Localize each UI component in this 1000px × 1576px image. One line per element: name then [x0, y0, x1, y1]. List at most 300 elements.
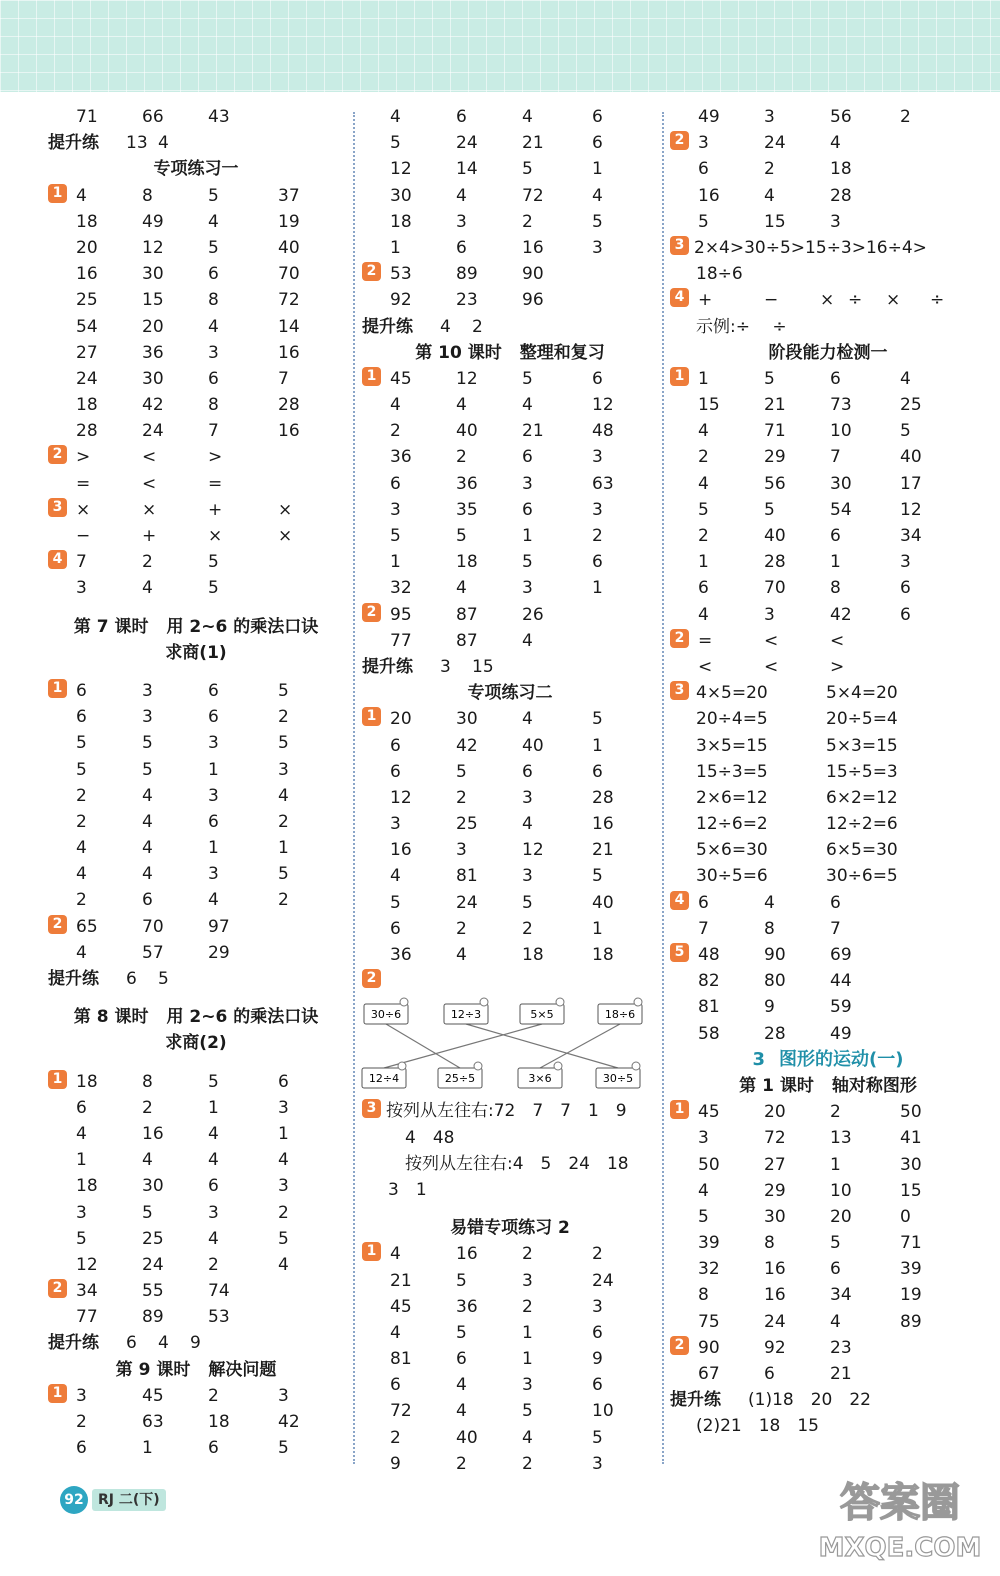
answer-value: 16: [764, 1259, 786, 1280]
answer-value: 6: [390, 735, 401, 756]
answer-value: 24: [764, 133, 786, 154]
answer-value: 4: [142, 811, 153, 832]
answer-row: [668, 759, 988, 785]
answer-value: 1: [278, 1123, 289, 1144]
answer-value: 10: [830, 421, 852, 442]
answer-value: 24: [764, 1311, 786, 1332]
answer-value: 3: [522, 1375, 533, 1396]
answer-value: 12: [76, 1254, 98, 1275]
answer-value: 39: [900, 1259, 922, 1280]
answer-row: [46, 314, 346, 340]
answer-value: 4: [456, 395, 467, 416]
answer-value: 4: [76, 864, 87, 885]
answer-value: 12: [522, 840, 544, 861]
answer-value: <: [830, 630, 845, 651]
question-number-badge: 4: [670, 891, 689, 910]
answer-value: 16: [278, 421, 300, 442]
matching-line: [540, 1024, 620, 1068]
page-number: 92: [60, 1486, 88, 1514]
answer-value: 6: [830, 526, 841, 546]
answer-value: 6: [830, 368, 841, 389]
answer-value: >: [76, 447, 91, 468]
question-number-badge: 1: [48, 679, 67, 698]
answer-value: 4: [764, 185, 775, 206]
answer-value: 36: [142, 342, 164, 363]
answer-value: 71: [76, 107, 98, 127]
answer-value: 6: [208, 811, 219, 832]
answer-value: =: [76, 473, 91, 494]
answer-value: 5: [278, 1228, 289, 1249]
answer-value: 3: [764, 604, 775, 625]
answer-value: 2: [390, 421, 401, 442]
answer-value: 30: [142, 264, 164, 285]
answer-value: 30: [830, 473, 852, 494]
answer-row: [46, 835, 346, 861]
answer-value: 4: [390, 1244, 401, 1265]
answer-row: [668, 1256, 988, 1282]
equation: 30÷6=5: [826, 866, 898, 887]
answer-value: 8: [764, 1233, 775, 1254]
answer-value: 96: [522, 290, 544, 311]
answer-value: −: [76, 526, 91, 546]
expression-box-bottom: [362, 1062, 406, 1088]
answer-value: 92: [390, 290, 412, 311]
answer-value: 6: [900, 604, 911, 625]
expression-label: 18÷6: [604, 1008, 636, 1022]
answer-value: 89: [456, 264, 478, 285]
answer-value: ×: [820, 290, 835, 311]
answer-row: [360, 497, 660, 523]
answer-value: 40: [592, 892, 614, 913]
answer-value: ÷: [848, 290, 863, 311]
answer-value: 2: [76, 811, 87, 832]
answer-value: 2: [698, 526, 709, 546]
answer-row: [46, 914, 346, 940]
answer-value: 2: [142, 1097, 153, 1118]
answer-value: 19: [900, 1285, 922, 1306]
answer-value: 3: [522, 866, 533, 887]
answer-value: <: [142, 447, 157, 468]
answer-value: 6: [76, 1097, 87, 1118]
section-heading: 易错专项练习 2: [450, 1218, 570, 1239]
answer-value: 6: [698, 892, 709, 913]
answer-value: 18: [390, 211, 412, 232]
answer-row: [46, 549, 346, 575]
answer-value: 29: [764, 1180, 786, 1201]
answer-row: [46, 1095, 346, 1121]
answer-value: 1: [390, 552, 401, 573]
answer-value: 50: [900, 1102, 922, 1123]
answer-value: 6: [208, 264, 219, 285]
answer-value: 72: [522, 185, 544, 206]
answer-value: 2: [278, 707, 289, 728]
answer-value: 3: [592, 499, 603, 520]
lesson-title: 用 2~6 的乘法口诀: [166, 616, 319, 637]
answer-value: 2: [208, 1385, 219, 1406]
answer-value: 9: [390, 1453, 401, 1474]
answer-value: 4: [142, 864, 153, 885]
equation: 5×6=30: [696, 840, 768, 861]
answer-value: 7: [76, 552, 87, 573]
answer-value: 24: [456, 133, 478, 154]
expression-box-top: [444, 998, 488, 1024]
answer-value: 30: [142, 1176, 164, 1197]
answer-row: [46, 418, 346, 444]
answer-value: 15: [142, 290, 164, 311]
answer-row: [46, 1435, 346, 1461]
answer-value: 40: [278, 237, 300, 258]
answer-row: [668, 287, 988, 313]
answer-value: 50: [698, 1154, 720, 1175]
lesson-title: 整理和复习: [519, 342, 605, 363]
answer-value: 45: [698, 1102, 720, 1123]
answer-row: [668, 1125, 988, 1151]
answer-row: [668, 1099, 988, 1125]
section-heading: 阶段能力检测一: [768, 342, 888, 363]
answer-value: 4: [522, 814, 533, 835]
answer-value: 4: [208, 316, 219, 337]
answer-row: [360, 235, 660, 261]
answer-value: 4: [456, 945, 467, 965]
answer-row: [360, 156, 660, 182]
answer-value: 16: [764, 1285, 786, 1306]
answer-value: 2: [522, 1244, 533, 1265]
answer-value: 7: [698, 918, 709, 939]
answer-value: 7: [278, 368, 289, 389]
equation: 5×3=15: [826, 735, 898, 756]
answer-row: [46, 340, 346, 366]
answer-value: 42: [830, 604, 852, 625]
answer-row: [46, 183, 346, 209]
answer-row: [668, 1309, 988, 1335]
answer-value: 39: [698, 1233, 720, 1254]
answer-value: 45: [390, 1296, 412, 1317]
answer-row: [46, 940, 346, 966]
answer-value: 90: [698, 1337, 720, 1358]
answer-row: [668, 602, 988, 628]
answer-row: [668, 235, 988, 261]
answer-value: 6: [592, 552, 603, 573]
column-divider: [353, 112, 355, 1464]
answer-value: 5: [522, 552, 533, 573]
answer-value: 1: [522, 1322, 533, 1343]
answer-value: 8: [208, 290, 219, 311]
answer-row: [46, 1057, 346, 1069]
answer-value: 32: [698, 1259, 720, 1280]
answer-row: [668, 994, 988, 1020]
answer-value: 7: [830, 918, 841, 939]
answer-value: 1: [522, 1349, 533, 1370]
equation: 6×2=12: [826, 787, 898, 808]
answer-value: 2: [592, 1244, 603, 1265]
answer-row: [668, 654, 988, 680]
answer-value: 6: [592, 1375, 603, 1396]
answer-row: [46, 261, 346, 287]
question-number-badge: 3: [670, 681, 689, 700]
answer-row: [360, 706, 660, 732]
answer-value: 2: [76, 1412, 87, 1432]
answer-value: 3: [456, 211, 467, 232]
answer-value: 3: [592, 237, 603, 258]
answer-row: [360, 863, 660, 889]
answer-value: 4: [278, 1150, 289, 1171]
answer-value: 4: [390, 395, 401, 416]
answer-value: 21: [592, 840, 614, 861]
answer-row: [46, 392, 346, 418]
answer-value: 34: [830, 1285, 852, 1306]
answer-value: 15: [764, 211, 786, 232]
lesson-heading: [360, 340, 660, 366]
extension-label: 提升练: [48, 969, 99, 989]
answer-value: 41: [900, 1128, 922, 1149]
answer-value: 90: [522, 264, 544, 285]
answer-value: ×: [278, 526, 293, 546]
watermark-top: 答案圈: [840, 1480, 960, 1526]
question-number-badge: 2: [670, 629, 689, 648]
answer-value: 65: [76, 916, 98, 937]
answer-value: 18: [830, 159, 852, 180]
extension-label: 提升练: [670, 1390, 721, 1411]
answer-value: 4: [522, 709, 533, 730]
answer-value: 5: [698, 211, 709, 232]
answer-value: 5: [764, 499, 775, 520]
expression-box-top: [520, 998, 564, 1024]
answer-row: [360, 1125, 660, 1151]
answer-row: [46, 1226, 346, 1252]
answer-value: 25: [456, 814, 478, 835]
expression-label: 30÷6: [370, 1008, 402, 1022]
answer-value: 28: [764, 552, 786, 573]
answer-value: 2: [592, 526, 603, 546]
question-number-badge: 2: [362, 603, 381, 622]
answer-value: 30: [764, 1206, 786, 1227]
answer-row: [668, 444, 988, 470]
answer-value: 5: [390, 133, 401, 154]
answer-value: 4: [208, 1123, 219, 1144]
answer-row: [360, 759, 660, 785]
answer-value: 4: [390, 866, 401, 887]
answer-value: 12: [390, 159, 412, 180]
answer-value: 5: [522, 368, 533, 389]
answer-value: 29: [208, 942, 230, 963]
question-number-badge: 5: [670, 943, 689, 962]
answer-row: [360, 287, 660, 313]
question-number-badge: 1: [48, 184, 67, 203]
answer-value: 5: [698, 1206, 709, 1227]
answer-value: 1: [390, 237, 401, 258]
answer-value: 1: [830, 552, 841, 573]
answer-value: 40: [522, 735, 544, 756]
answer-value: 21: [390, 1270, 412, 1291]
answer-value: 16: [278, 342, 300, 363]
answer-value: 4: [698, 1180, 709, 1201]
answer-value: 3: [76, 578, 87, 599]
answer-value: 6: [698, 578, 709, 599]
answer-value: 0: [900, 1206, 911, 1227]
answer-value: 1: [208, 838, 219, 859]
answer-value: 17: [900, 473, 922, 494]
answer-value: 4: [158, 133, 169, 154]
answer-row: [668, 366, 988, 392]
answer-row: [360, 104, 660, 130]
answer-value: 6: [126, 1333, 137, 1354]
answer-value: 81: [698, 997, 720, 1018]
answer-value: 77: [390, 630, 412, 651]
answer-value: 28: [592, 787, 614, 808]
answer-value: 18: [456, 552, 478, 573]
question-number-badge: 1: [48, 1384, 67, 1403]
answer-value: 43: [208, 107, 230, 127]
answer-value: 6: [390, 918, 401, 939]
answer-value: 30: [142, 368, 164, 389]
answer-value: 36: [390, 447, 412, 468]
answer-row: [46, 1069, 346, 1095]
answer-value: 40: [456, 421, 478, 442]
extension-label: 提升练: [362, 316, 413, 337]
answer-value: 16: [592, 814, 614, 835]
answer-row: [360, 1294, 660, 1320]
answer-value: 6: [592, 1322, 603, 1343]
answer-value: 71: [764, 421, 786, 442]
answer-row: [360, 890, 660, 916]
lesson-heading: [46, 614, 346, 640]
answer-value: 13: [126, 133, 148, 154]
question-number-badge: 2: [362, 262, 381, 281]
answer-row: [360, 785, 660, 811]
watermark-bottom: MXQE.COM: [818, 1533, 982, 1563]
answer-value: 30: [456, 709, 478, 730]
answer-value: 4: [698, 421, 709, 442]
answer-row: [668, 916, 988, 942]
answer-value: 37: [278, 185, 300, 206]
answer-value: 18: [76, 395, 98, 416]
answer-value: 80: [764, 971, 786, 992]
answer-row: [668, 1152, 988, 1178]
answer-value: 28: [830, 185, 852, 206]
answer-row: [668, 968, 988, 994]
answer-value: 8: [830, 578, 841, 599]
answer-value: 2: [456, 1453, 467, 1474]
answer-value: >: [208, 447, 223, 468]
answer-value: 5: [456, 526, 467, 546]
answer-row: [668, 471, 988, 497]
answer-value: 36: [390, 945, 412, 965]
answer-value: 4: [456, 185, 467, 206]
answer-row: [668, 1230, 988, 1256]
answer-row: [360, 1451, 660, 1477]
answer-value: 8: [142, 1071, 153, 1092]
answer-value: 6: [390, 1375, 401, 1396]
question-number-badge: 1: [362, 707, 381, 726]
answer-value: 5: [522, 159, 533, 180]
answer-value: 4: [142, 578, 153, 599]
answer-value: 1: [592, 735, 603, 756]
answer-value: 6: [456, 237, 467, 258]
answer-value: 4: [390, 107, 401, 127]
answer-value: 27: [76, 342, 98, 363]
answer-value: 5: [278, 680, 289, 701]
answer-row: [668, 811, 988, 837]
equation: 5×4=20: [826, 683, 898, 704]
matching-line: [384, 1024, 542, 1068]
answer-value: 6: [522, 499, 533, 520]
answer-row: [668, 418, 988, 444]
answer-value: 57: [142, 942, 164, 963]
answer-value: 3: [278, 1385, 289, 1406]
answer-text: 示例:÷ ÷: [696, 316, 787, 337]
answer-value: 4: [76, 942, 87, 963]
equation: 15÷3=5: [696, 761, 768, 782]
equation: 6×5=30: [826, 840, 898, 861]
answer-value: 5: [278, 1438, 289, 1459]
answer-value: 5: [142, 759, 153, 780]
answer-value: 3: [592, 1296, 603, 1317]
answer-row: [46, 1173, 346, 1199]
answer-value: 34: [900, 526, 922, 546]
answer-row: [668, 130, 988, 156]
answer-value: 4: [76, 838, 87, 859]
lesson-title: 轴对称图形: [831, 1075, 917, 1096]
answer-text: 按列从左往右:4 5 24 18: [388, 1153, 629, 1174]
answer-value: 6: [208, 707, 219, 728]
answer-value: 16: [456, 1244, 478, 1265]
answer-value: 4: [142, 785, 153, 806]
answer-row: [46, 209, 346, 235]
answer-value: 5: [208, 578, 219, 599]
answer-value: 56: [764, 473, 786, 494]
answer-value: 4: [208, 211, 219, 232]
answer-value: 6: [76, 1438, 87, 1459]
answer-row: [668, 1413, 988, 1439]
extension-label: 提升练: [362, 656, 413, 677]
equation: 12÷6=2: [696, 814, 768, 835]
unit-title-text: 图形的运动(一): [779, 1048, 904, 1070]
equation: 12÷2=6: [826, 814, 898, 835]
question-number-badge: 1: [48, 1070, 67, 1089]
edition-label: RJ 二(下): [92, 1489, 166, 1511]
answer-value: 6: [764, 1364, 775, 1384]
answer-value: 90: [764, 945, 786, 965]
answer-value: 6: [522, 761, 533, 782]
answer-text: (1)18 20 22: [748, 1390, 871, 1411]
answer-value: 54: [76, 316, 98, 337]
expression-label: 12÷4: [368, 1072, 400, 1086]
answer-row: [46, 966, 346, 992]
answer-row: [668, 156, 988, 182]
answer-value: 24: [456, 892, 478, 913]
answer-value: 45: [142, 1385, 164, 1406]
answer-value: 13: [830, 1128, 852, 1149]
answer-value: 56: [830, 107, 852, 127]
answer-value: 2: [76, 890, 87, 911]
expression-label: 12÷3: [450, 1008, 482, 1022]
answer-value: 18: [76, 1071, 98, 1092]
answer-value: 12: [456, 368, 478, 389]
answer-row: [668, 523, 988, 549]
answer-value: 73: [830, 395, 852, 416]
answer-value: 2: [698, 447, 709, 468]
answer-value: 14: [278, 316, 300, 337]
answer-row: [668, 1178, 988, 1204]
answer-value: 69: [830, 945, 852, 965]
answer-value: 4: [456, 578, 467, 599]
matching-diagram-wrap: [360, 994, 660, 1098]
answer-value: 70: [278, 264, 300, 285]
answer-value: 4: [592, 185, 603, 206]
answer-value: >: [830, 656, 845, 677]
answer-row: [668, 1335, 988, 1361]
answer-value: 6: [390, 473, 401, 494]
